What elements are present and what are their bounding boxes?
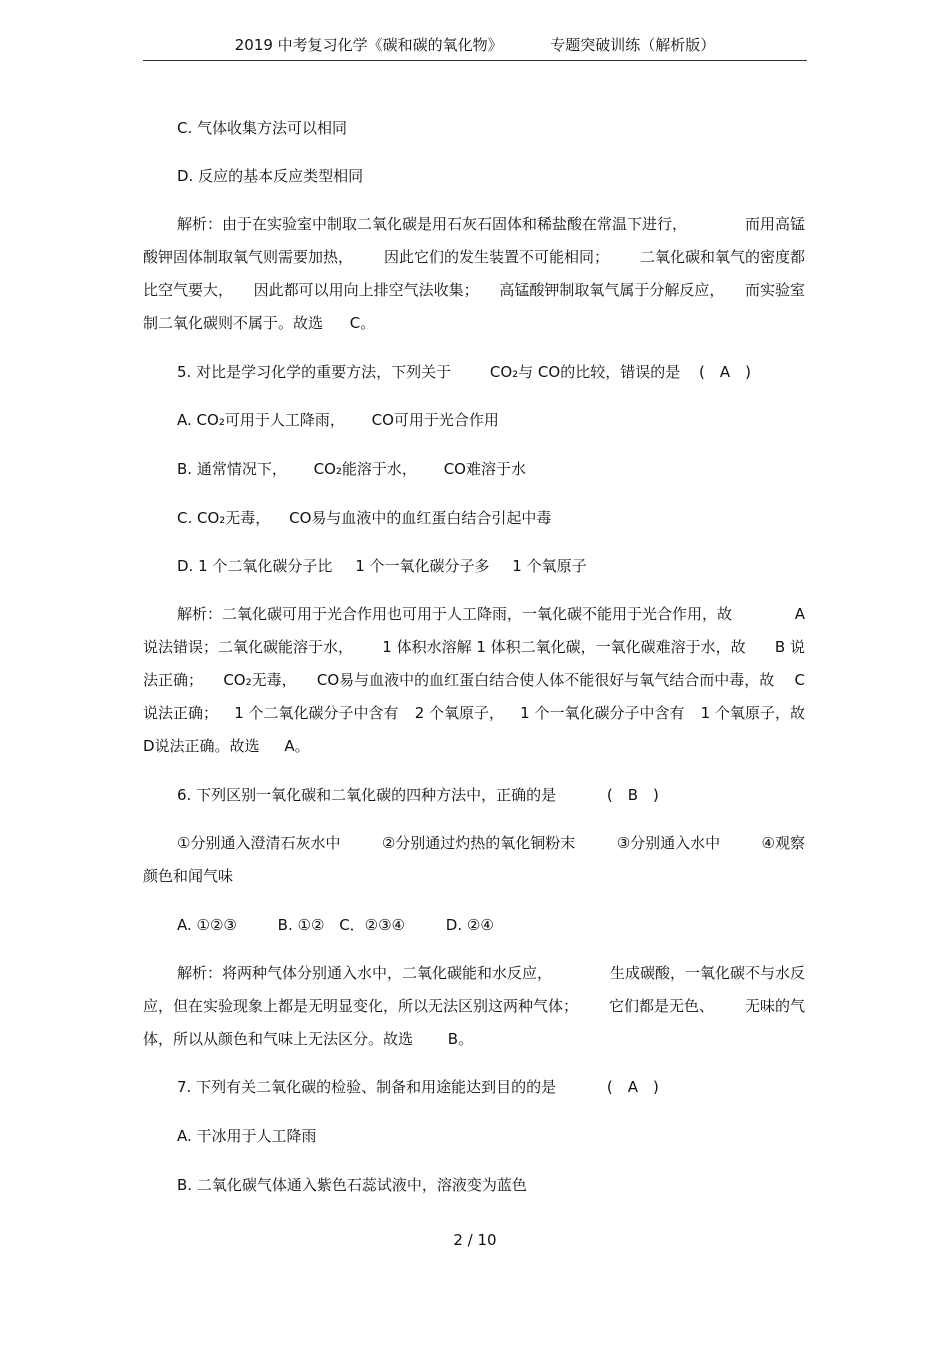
q6-stem	[177, 785, 659, 805]
text: 高锰酸钾制取氧气属于分解反应，	[499, 281, 725, 299]
q6-analysis-line-2	[143, 996, 805, 1016]
page-number: 2 / 10	[453, 1231, 497, 1249]
text: CO可用于光合作用	[371, 411, 499, 429]
text: 而实验室	[744, 281, 805, 299]
q5-analysis-line-1	[177, 604, 805, 624]
text: C. CO₂无毒，	[177, 509, 271, 527]
text: 解析：由于在实验室中制取二氧化碳是用石灰石固体和稀盐酸在常温下进行，	[177, 215, 688, 233]
text: D. 1 个二氧化碳分子比	[177, 557, 333, 575]
q5-option-c	[177, 508, 551, 528]
q5-option-a	[177, 410, 499, 430]
option-b: B. ①②	[277, 916, 325, 934]
page-header	[143, 34, 807, 61]
text: 解析：将两种气体分别通入水中，二氧化碳能和水反应，	[177, 964, 553, 982]
text: 无味的气	[744, 997, 805, 1015]
text: CO₂与 CO的比较，错误的是	[489, 363, 681, 381]
text: 而用高锰	[744, 215, 805, 233]
text: 因此它们的发生装置不可能相同；	[383, 248, 609, 266]
text: 5. 对比是学习化学的重要方法，下列关于	[177, 363, 452, 381]
q4-analysis-line-3	[143, 280, 805, 300]
text: C	[794, 671, 805, 689]
q5-stem	[177, 362, 751, 382]
text: CO₂能溶于水，	[313, 460, 417, 478]
q5-analysis-line-3	[143, 670, 805, 690]
text: 说法错误；二氧化碳能溶于水，	[143, 638, 354, 656]
q6-methods-continued: 颜色和闻气味	[143, 867, 234, 885]
q7-stem	[177, 1077, 659, 1097]
text: CO难溶于水	[443, 460, 526, 478]
text: 1 个一氧化碳分子多	[355, 557, 490, 575]
text: 生成碳酸，一氧化碳不与水反	[609, 964, 805, 982]
text: 7. 下列有关二氧化碳的检验、制备和用途能达到目的的是	[177, 1078, 557, 1096]
text: 6. 下列区别一氧化碳和二氧化碳的四种方法中，正确的是	[177, 786, 557, 804]
text: 制二氧化碳则不属于。故选	[143, 314, 324, 332]
text: ②分别通过灼热的氧化铜粉末	[381, 834, 576, 852]
answer-mark: ( A )	[699, 363, 751, 381]
q5-analysis-line-4	[143, 703, 805, 723]
text: 二氧化碳和氧气的密度都	[639, 248, 805, 266]
q5-analysis-line-5	[143, 736, 310, 756]
option-d: D. ②④	[445, 916, 494, 934]
text: 1 个一氧化碳分子中含有	[520, 704, 685, 722]
q6-analysis-line-3	[143, 1029, 473, 1049]
text: ③分别通入水中	[616, 834, 721, 852]
text: CO易与血液中的血红蛋白结合引起中毒	[289, 509, 552, 527]
text: 它们都是无色、	[608, 997, 714, 1015]
answer-mark: ( B )	[606, 786, 659, 804]
q4-option-d: D. 反应的基本反应类型相同	[177, 167, 364, 185]
text: 酸钾固体制取氧气则需要加热，	[143, 248, 354, 266]
header-title: 2019 中考复习化学《碳和碳的氧化物》	[234, 36, 503, 54]
text: 比空气要大，	[143, 281, 234, 299]
q6-analysis-line-1	[177, 963, 805, 983]
text: 1 个氧原子	[512, 557, 587, 575]
text: A. CO₂可用于人工降雨，	[177, 411, 345, 429]
q7-option-a: A. 干冰用于人工降雨	[177, 1127, 317, 1145]
text: 1 个氧原子，故	[700, 704, 805, 722]
text: 2 个氧原子，	[414, 704, 504, 722]
option-c: C．②③④	[339, 916, 406, 934]
q5-option-b	[177, 459, 526, 479]
q4-option-c: C. 气体收集方法可以相同	[177, 119, 348, 137]
q5-analysis-line-2	[143, 637, 805, 657]
answer-text: A。	[284, 737, 310, 755]
text: ①分别通入澄清石灰水中	[177, 834, 341, 852]
text: 因此都可以用向上排空气法收集；	[253, 281, 479, 299]
text: 1 体积水溶解 1 体积二氧化碳，一氧化碳难溶于水，故	[382, 638, 746, 656]
text: CO易与血液中的血红蛋白结合使人体不能很好与氧气结合而中毒，故	[316, 671, 775, 689]
text: 解析：二氧化碳可用于光合作用也可用于人工降雨，一氧化碳不能用于光合作用，故	[177, 605, 733, 623]
q5-option-d	[177, 556, 587, 576]
text: 1 个二氧化碳分子中含有	[234, 704, 399, 722]
option-a: A. ①②③	[177, 916, 237, 934]
text: 应，但在实验现象上都是无明显变化，所以无法区别这两种气体；	[143, 997, 579, 1015]
text: A	[794, 605, 805, 623]
text: B 说	[774, 638, 805, 656]
answer-text: B。	[447, 1030, 474, 1048]
q7-option-b: B. 二氧化碳气体通入紫色石蕊试液中，溶液变为蓝色	[177, 1176, 527, 1194]
q6-options	[177, 915, 494, 935]
q4-analysis-line-1	[177, 214, 805, 234]
text: 说法正确；	[143, 704, 219, 722]
q4-analysis-line-4	[143, 313, 375, 333]
text: B. 通常情况下，	[177, 460, 287, 478]
answer-text: C。	[349, 314, 376, 332]
answer-mark: ( A )	[606, 1078, 659, 1096]
q4-analysis-line-2	[143, 247, 805, 267]
header-subtitle: 专题突破训练（解析版）	[550, 36, 716, 54]
text: D说法正确。故选	[143, 737, 260, 755]
text: 体，所以从颜色和气味上无法区分。故选	[143, 1030, 414, 1048]
text: ④观察	[761, 834, 805, 852]
text: CO₂无毒，	[223, 671, 297, 689]
q6-methods	[177, 833, 805, 853]
text: 法正确；	[143, 671, 204, 689]
